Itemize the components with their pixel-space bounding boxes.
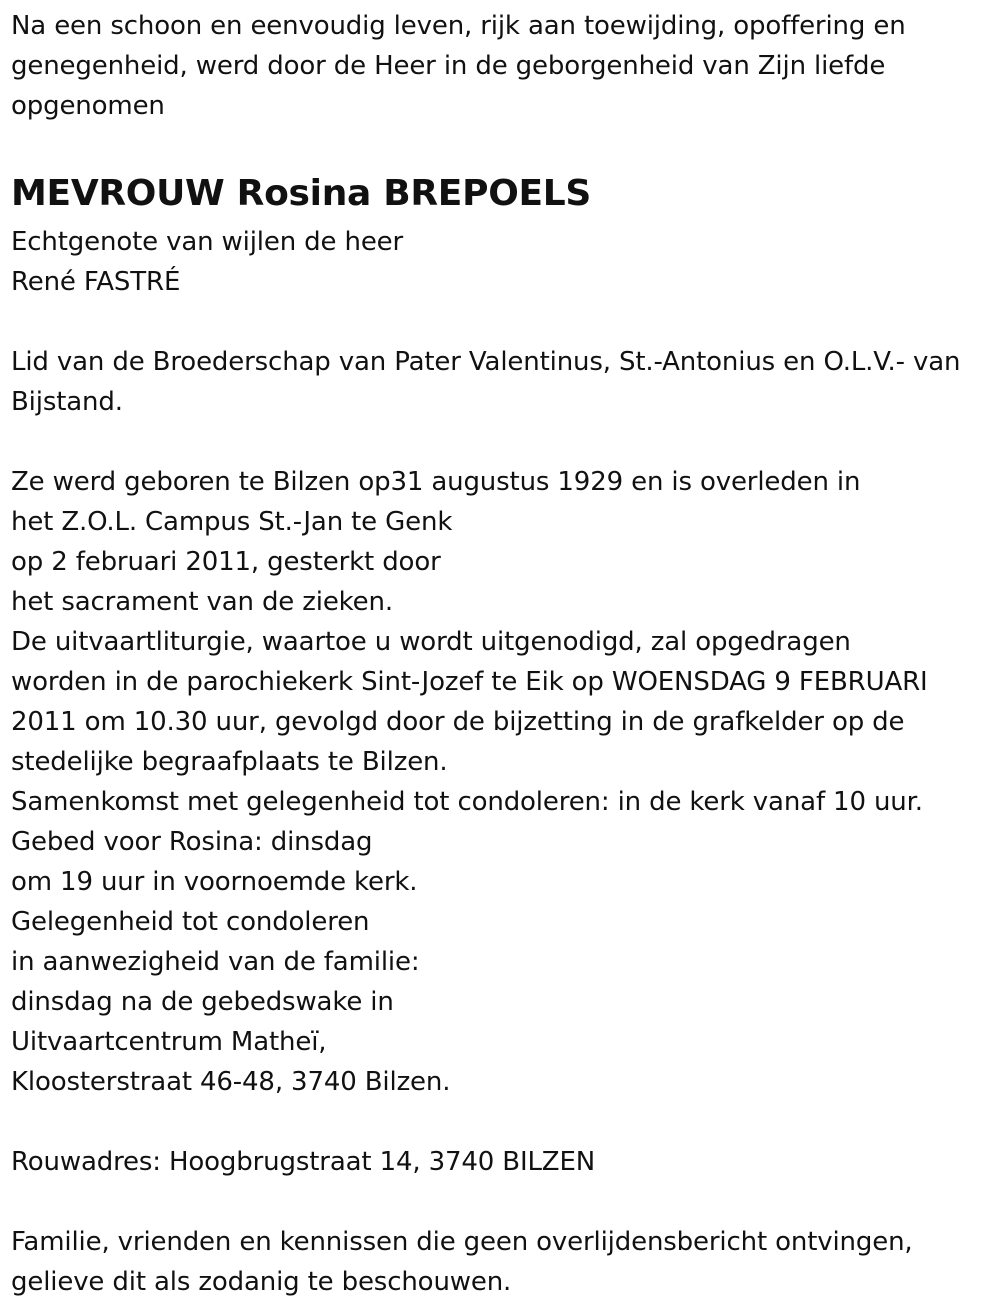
- closing-line: Familie, vrienden en kennissen die geen overlijdensbericht ontvingen,: [11, 1227, 913, 1257]
- details-line: om 19 uur in voornoemde kerk.: [11, 867, 418, 897]
- details-line: Kloosterstraat 46-48, 3740 Bilzen.: [11, 1067, 451, 1097]
- spacer: [11, 302, 996, 342]
- intro-line: opgenomen: [11, 91, 165, 121]
- details-line: 2011 om 10.30 uur, gevolgd door de bijzetting in de grafkelder op de: [11, 707, 905, 737]
- spacer: [11, 1182, 996, 1222]
- membership-paragraph: [11, 342, 996, 422]
- details-line: het sacrament van de zieken.: [11, 587, 393, 617]
- spouse-line: Echtgenote van wijlen de heer: [11, 227, 404, 257]
- details-line: De uitvaartliturgie, waartoe u wordt uitgenodigd, zal opgedragen: [11, 627, 851, 657]
- intro-line: genegenheid, werd door de Heer in de geborgenheid van Zijn liefde: [11, 51, 886, 81]
- details-paragraph: [11, 462, 996, 1102]
- details-line: Samenkomst met gelegenheid tot condoleren: in de kerk vanaf 10 uur.: [11, 787, 923, 817]
- details-line: Gebed voor Rosina: dinsdag: [11, 827, 373, 857]
- obituary-document: [11, 6, 996, 1302]
- details-line: in aanwezigheid van de familie:: [11, 947, 420, 977]
- details-line: stedelijke begraafplaats te Bilzen.: [11, 747, 448, 777]
- details-line: Ze werd geboren te Bilzen op31 augustus 1929 en is overleden in: [11, 467, 861, 497]
- closing-line: gelieve dit als zodanig te beschouwen.: [11, 1267, 512, 1297]
- deceased-name-heading: MEVROUW Rosina BREPOELS: [11, 173, 592, 214]
- details-line: op 2 februari 2011, gesterkt door: [11, 547, 441, 577]
- intro-line: Na een schoon en eenvoudig leven, rijk aan toewijding, opoffering en: [11, 11, 906, 41]
- details-line: worden in de parochiekerk Sint-Jozef te Eik op WOENSDAG 9 FEBRUARI: [11, 667, 928, 697]
- details-line: Gelegenheid tot condoleren: [11, 907, 370, 937]
- mourning-address: Rouwadres: Hoogbrugstraat 14, 3740 BILZEN: [11, 1147, 596, 1177]
- address-paragraph: [11, 1142, 996, 1182]
- details-line: dinsdag na de gebedswake in: [11, 987, 394, 1017]
- details-line: het Z.O.L. Campus St.-Jan te Genk: [11, 507, 453, 537]
- membership-line: Bijstand.: [11, 387, 123, 417]
- intro-paragraph: [11, 6, 996, 126]
- membership-line: Lid van de Broederschap van Pater Valentinus, St.-Antonius en O.L.V.- van: [11, 347, 961, 377]
- closing-paragraph: [11, 1222, 996, 1302]
- details-line: Uitvaartcentrum Matheï,: [11, 1027, 327, 1057]
- spacer: [11, 1102, 996, 1142]
- spacer: [11, 422, 996, 462]
- spouse-line: René FASTRÉ: [11, 267, 181, 297]
- spouse-paragraph: [11, 222, 996, 302]
